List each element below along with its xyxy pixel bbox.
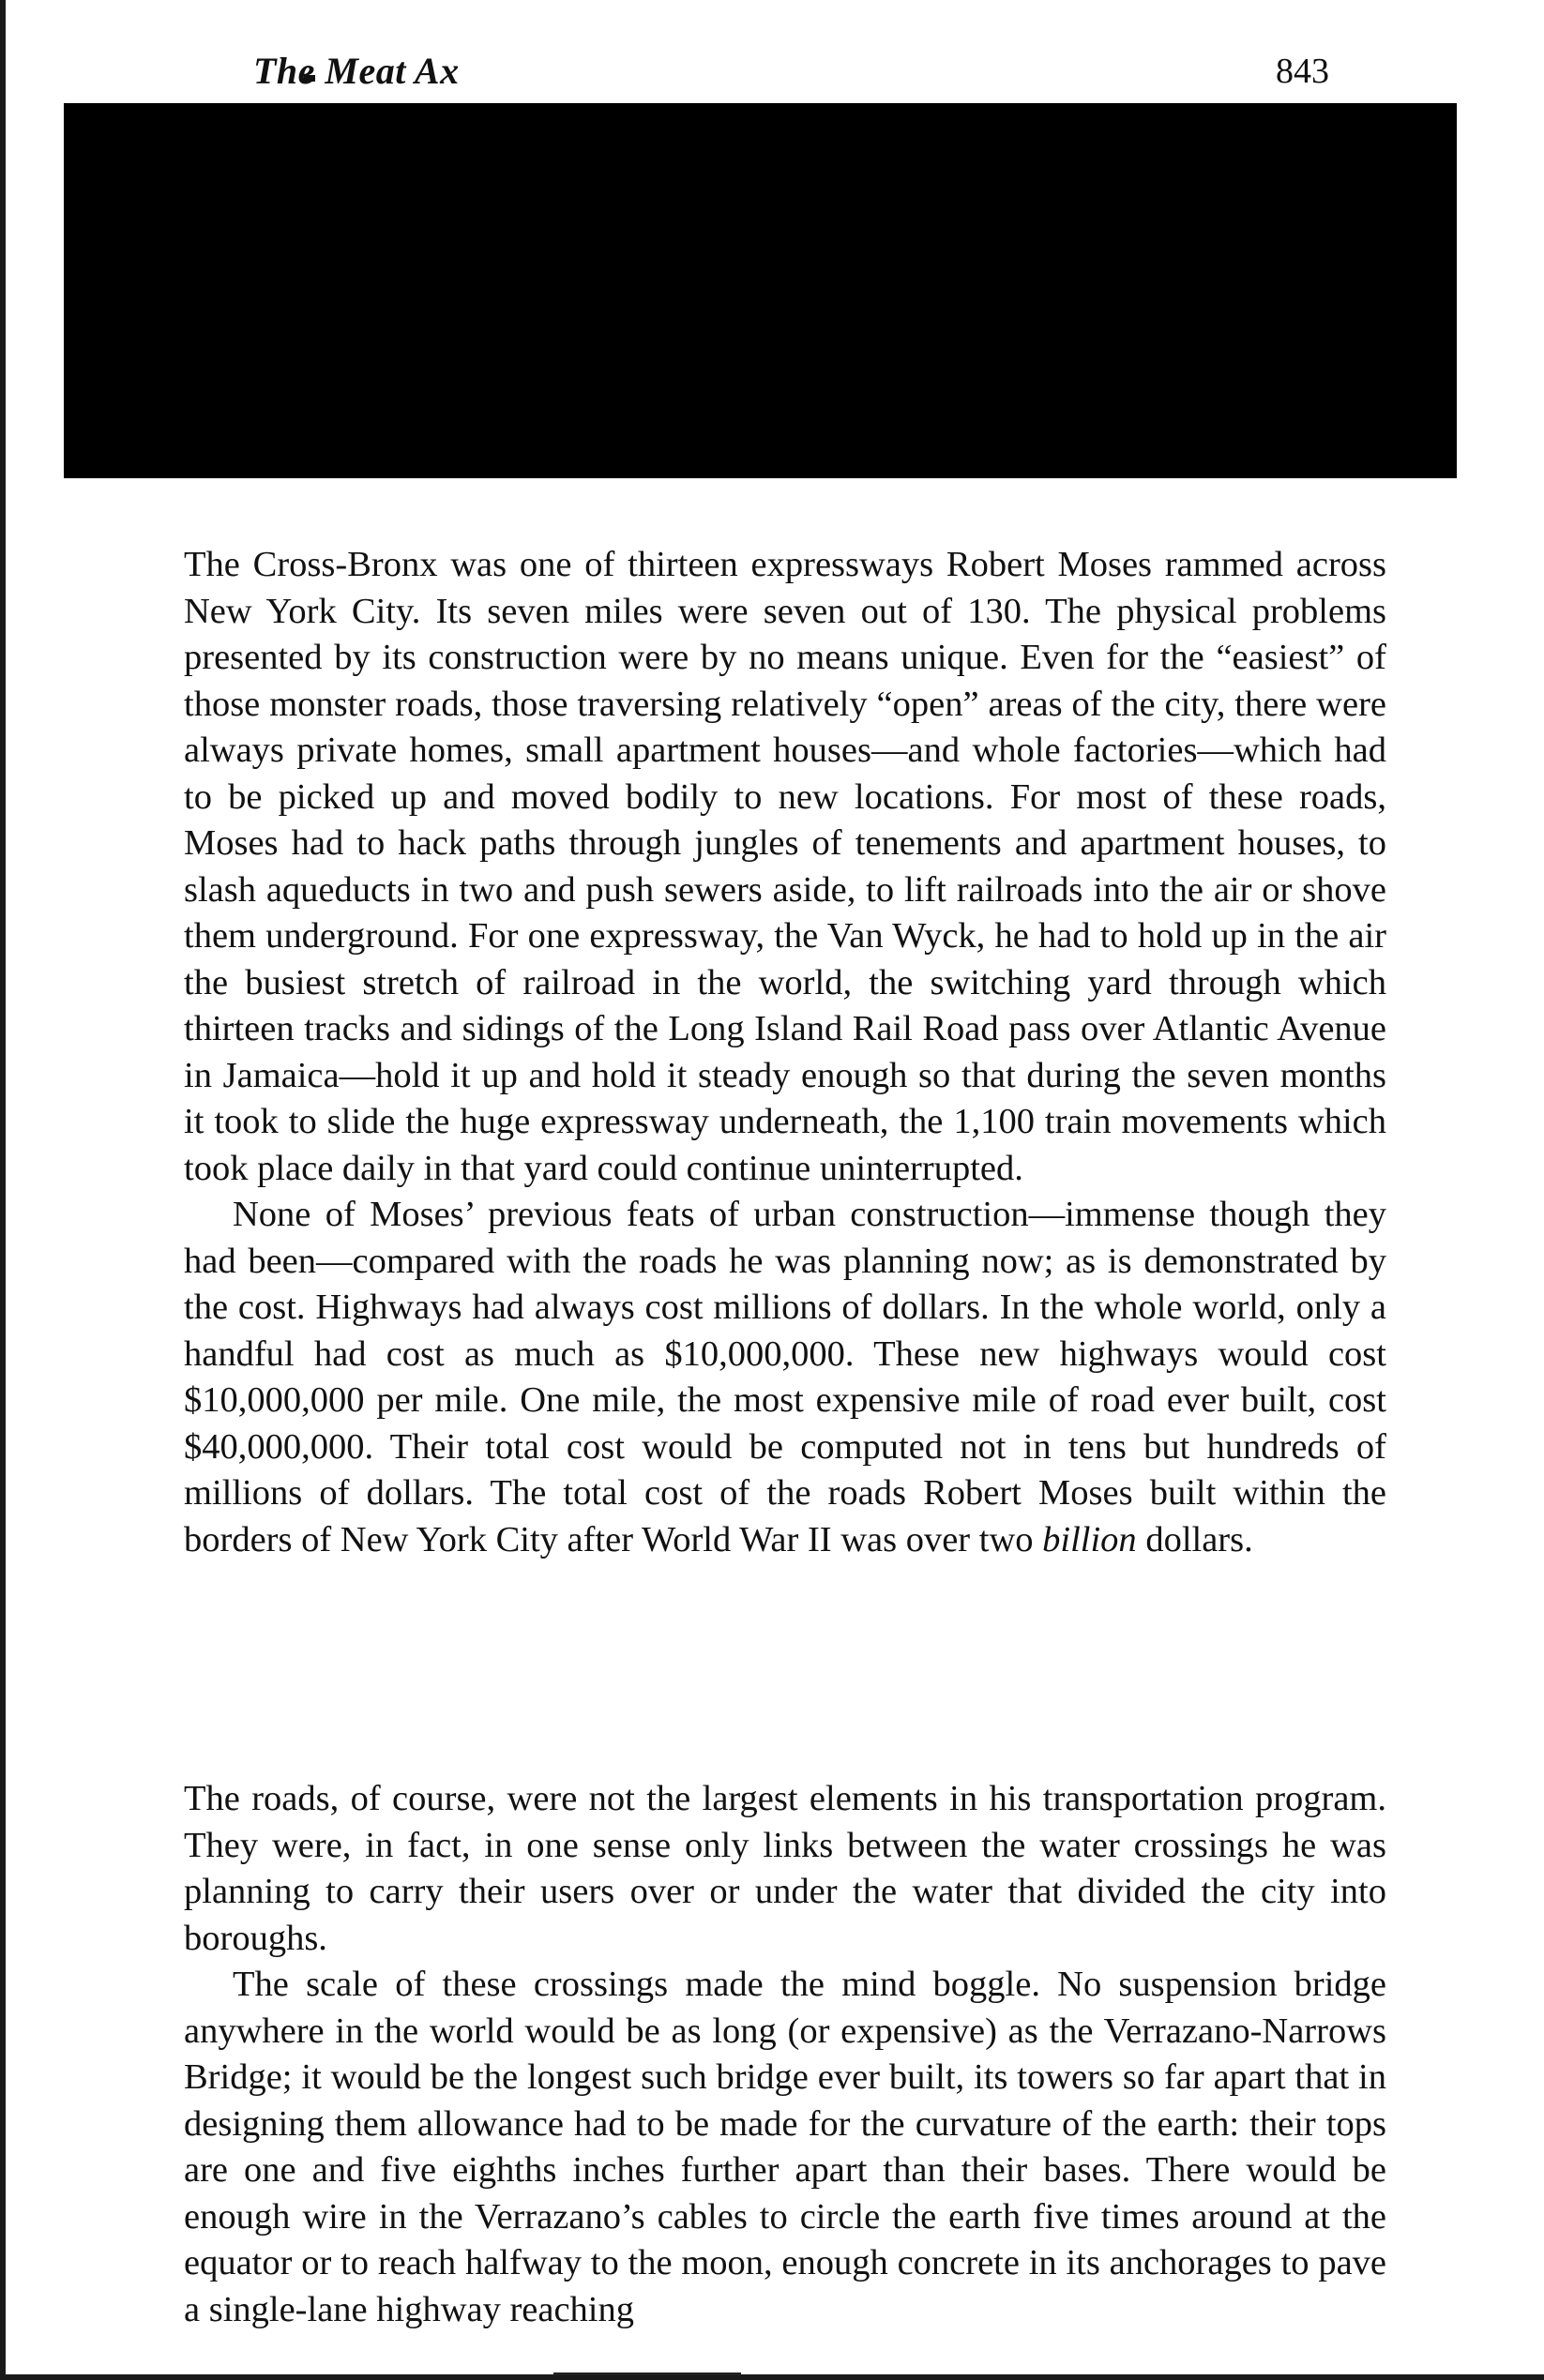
paragraph-previous-feats-end: dollars. xyxy=(1136,1519,1253,1559)
page-number: 843 xyxy=(1276,52,1329,91)
running-head xyxy=(0,49,1544,105)
redacted-figure-block xyxy=(64,103,1457,478)
scan-edge-left xyxy=(0,0,6,2380)
paragraph-previous-feats xyxy=(184,1192,1386,1563)
text-section-2 xyxy=(184,1776,1386,2333)
text-section-1 xyxy=(184,542,1386,1563)
bottom-rule xyxy=(553,2372,741,2375)
emphasis-billion: billion xyxy=(1042,1519,1137,1559)
paragraph-cross-bronx: The Cross-Bronx was one of thirteen expressways Robert Moses rammed across New York City. Its seven miles were seven out of 130. The physical problems presented by its construction were by no means unique. Even for the “easiest” of those monster roads, those traversing relatively “open” areas of the city, there were always private homes, small apartment houses—and whole factories—which had to be picked up and moved bodily to new locations. For most of these roads, Moses had to hack paths through jungles of tenements and apartment houses, to slash aqueducts in two and push sewers aside, to lift railroads into the air or shove them underground. For one expressway, the Van Wyck, he had to hold up in the air the busiest stretch of railroad in the world, the switching yard through which thirteen tracks and sidings of the Long Island Rail Road pass over Atlantic Avenue in Jamaica—hold it up and hold it steady enough so that during the seven months it took to slide the huge expressway underneath, the 1,100 train movements which took place daily in that yard could continue uninterrupted. xyxy=(184,545,1386,1188)
running-title: The Meat Ax xyxy=(253,50,460,92)
paragraph-roads-links: The roads, of course, were not the largest elements in his transportation program. They were, in fact, in one sense only links between the water crossings he was planning to carry their users over or under the water that divided the city into boroughs. xyxy=(184,1779,1386,1958)
paragraph-crossings-scale: The scale of these crossings made the mind boggle. No suspension bridge anywhere in the world would be as long (or expensive) as the Verrazano-Narrows Bridge; it would be the longest such bridge ever built, its towers so far apart that in designing them allowance had to be made for the curvature of the earth: their tops are one and five eighths inches further apart than their bases. There would be enough wire in the Verrazano’s cables to circle the earth five times around at the equator or to reach halfway to the moon, enough concrete in its anchorages to pave a single-lane highway reaching xyxy=(184,1965,1386,2329)
paragraph-previous-feats-text: None of Moses’ previous feats of urban construction—immense though they had been—compared with the roads he was planning now; as is demonstrated by the cost. Highways had always cost millions of dollars. In the whole world, only a handful had cost as much as $10,000,000. These new highways would cost $10,000,000 per mile. One mile, the most expensive mile of road ever built, cost $40,000,000. Their total cost would be computed not in tens but hundreds of millions of dollars. The total cost of the roads Robert Moses built within the borders of New York City after World War II was over two xyxy=(184,1195,1386,1559)
scan-edge-bottom xyxy=(0,2374,1544,2380)
